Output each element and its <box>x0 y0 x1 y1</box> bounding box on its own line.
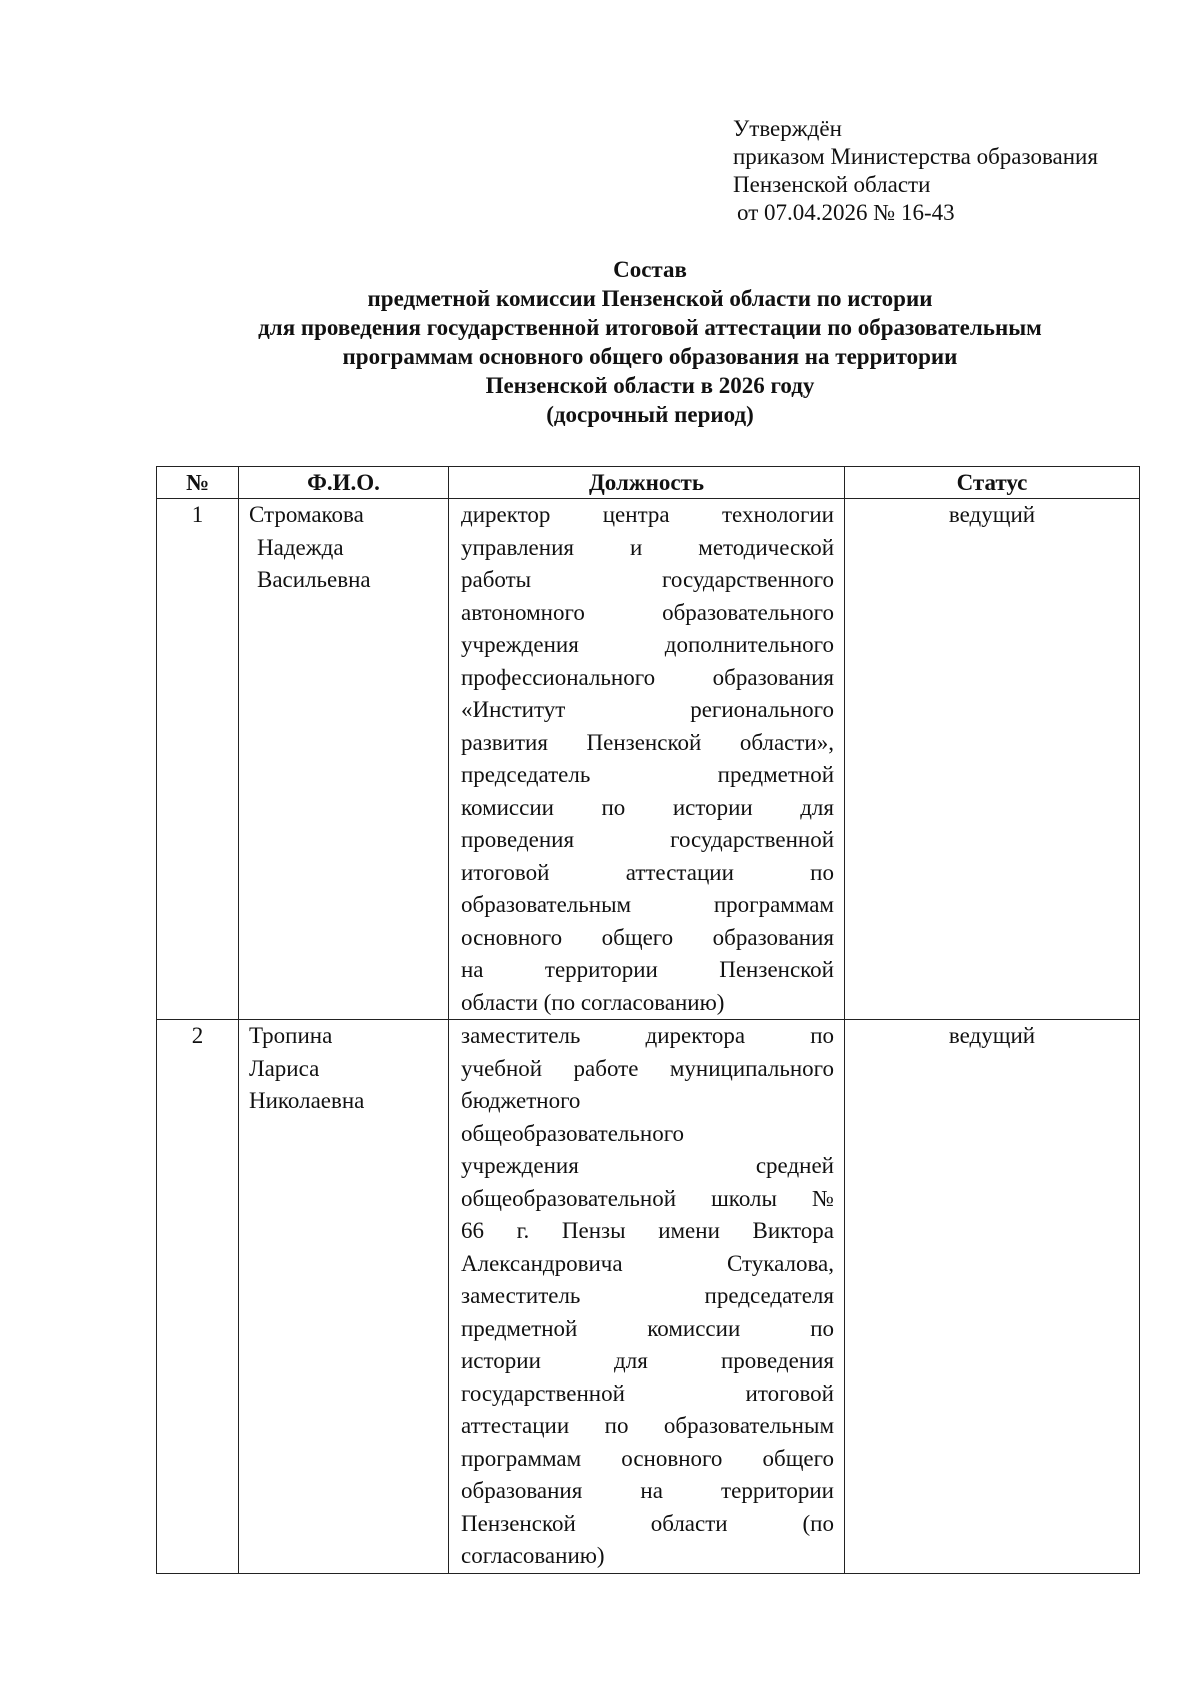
approval-order-line: приказом Министерства образования <box>733 144 1098 169</box>
header-status: Статус <box>845 467 1140 499</box>
member-position <box>449 1020 845 1574</box>
row-number: 1 <box>157 499 239 1020</box>
title-line-5: Пензенской области в 2026 году <box>485 373 815 398</box>
position-line: Александровича Стукалова, <box>461 1250 834 1276</box>
position-line: общеобразовательной школы № <box>461 1185 834 1211</box>
position-line: истории для проведения <box>461 1348 834 1373</box>
members-table <box>156 466 1140 1574</box>
member-name <box>239 1020 449 1574</box>
approval-region-line: Пензенской области <box>733 172 931 197</box>
name-line: Николаевна <box>249 1088 365 1113</box>
header-full-name: Ф.И.О. <box>239 467 449 499</box>
position-line: согласованию) <box>461 1543 605 1568</box>
position-line: программам основного общего <box>461 1445 834 1471</box>
position-line: общеобразовательного <box>461 1120 685 1146</box>
approval-stamp <box>733 115 1098 227</box>
position-line: учебной работе муниципального <box>461 1055 834 1081</box>
position-line: председатель предметной <box>461 762 834 787</box>
title-line-1: Состав <box>613 257 687 282</box>
name-line: Стромакова <box>249 502 364 527</box>
row-number: 2 <box>157 1020 239 1574</box>
position-line: заместитель директора по <box>461 1023 834 1048</box>
title-line-3: для проведения государственной итоговой аттестации по образовательным <box>258 315 1042 340</box>
position-line: развития Пензенской области», <box>461 729 834 755</box>
position-line: «Институт регионального <box>461 697 834 722</box>
member-position <box>449 499 845 1020</box>
position-line: на территории Пензенской <box>461 957 834 982</box>
position-line: аттестации по образовательным <box>461 1413 834 1438</box>
position-line: управления и методической <box>461 534 834 560</box>
name-line: Надежда <box>257 534 344 560</box>
position-line: комиссии по истории для <box>461 794 834 820</box>
name-line: Тропина <box>249 1023 333 1048</box>
document-title <box>130 255 1170 429</box>
position-line: заместитель председателя <box>461 1283 834 1308</box>
position-line: учреждения дополнительного <box>461 632 834 657</box>
position-line: государственной итоговой <box>461 1380 834 1406</box>
position-line: работы государственного <box>461 567 834 592</box>
table-row <box>157 499 1140 1020</box>
title-line-4: программам основного общего образования на территории <box>342 344 958 369</box>
name-line: Лариса <box>249 1055 320 1081</box>
member-status: ведущий <box>845 499 1140 1020</box>
position-line: автономного образовательного <box>461 599 834 625</box>
position-line: профессионального образования <box>461 664 834 690</box>
position-line: директор центра технологии <box>461 502 834 527</box>
position-line: учреждения средней <box>461 1153 834 1178</box>
position-line: 66 г. Пензы имени Виктора <box>461 1218 834 1243</box>
member-name <box>239 499 449 1020</box>
position-line: предметной комиссии по <box>461 1315 834 1341</box>
approval-title: Утверждён <box>733 116 842 141</box>
header-position: Должность <box>449 467 845 499</box>
position-line: Пензенской области (по <box>461 1510 834 1536</box>
position-line: области (по согласованию) <box>461 989 725 1015</box>
title-line-6: (досрочный период) <box>546 402 754 427</box>
position-line: бюджетного <box>461 1088 581 1113</box>
position-line: образования на территории <box>461 1478 834 1503</box>
position-line: основного общего образования <box>461 924 834 950</box>
member-status: ведущий <box>845 1020 1140 1574</box>
header-number: № <box>157 467 239 499</box>
position-line: образовательным программам <box>461 892 834 917</box>
position-line: проведения государственной <box>461 827 834 852</box>
table-header-row <box>157 467 1140 499</box>
table-row <box>157 1020 1140 1574</box>
approval-date-number: от 07.04.2026 № 16-43 <box>737 200 955 225</box>
title-line-2: предметной комиссии Пензенской области по истории <box>367 286 933 311</box>
position-line: итоговой аттестации по <box>461 859 834 885</box>
name-line: Васильевна <box>257 567 371 592</box>
